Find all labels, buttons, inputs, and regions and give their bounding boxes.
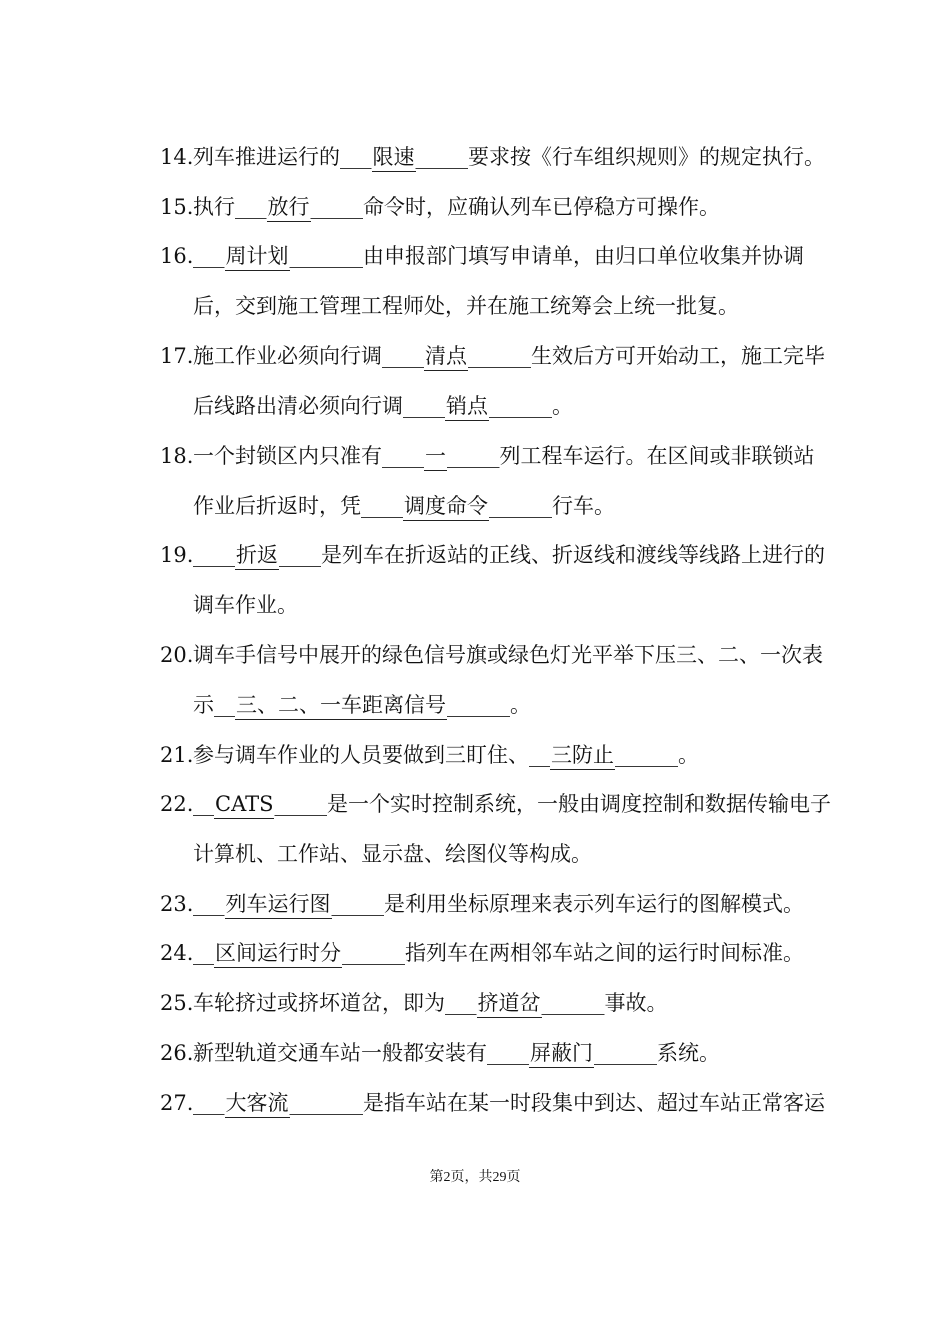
question-number: 26. (160, 1041, 194, 1065)
page-footer: 第2页，共29页 (429, 1170, 521, 1185)
question-text: __ (193, 792, 214, 816)
question-25 (160, 988, 668, 1018)
question-19 (160, 540, 825, 570)
answer-blank: 调度命令 (403, 492, 489, 521)
question-text: _______由申报部门填写申请单，由归口单位收集并协调 (289, 244, 804, 268)
question-24 (160, 938, 804, 968)
question-number: 19. (160, 543, 194, 567)
question-text: 执行___ (193, 195, 267, 219)
question-text: 调车手信号中展开的绿色信号旗或绿色灯光平举下压三、二、一次表 (193, 643, 823, 667)
question-27 (160, 1088, 825, 1118)
answer-blank: 清点 (424, 342, 468, 371)
question-number: 20. (160, 643, 194, 667)
question-text: ______行车。 (489, 494, 615, 518)
question-text: ______生效后方可开始动工，施工完毕 (468, 344, 825, 368)
question-19-continued (193, 590, 298, 620)
answer-blank: CATS (214, 790, 274, 819)
question-text: 调车作业。 (193, 593, 298, 617)
answer-blank: 周计划 (225, 242, 290, 271)
question-text: ______。 (615, 743, 699, 767)
answer-blank: 区间运行时分 (214, 939, 342, 968)
question-16-continued (193, 291, 739, 321)
question-number: 25. (160, 991, 194, 1015)
question-number: 23. (160, 892, 194, 916)
question-text: 示__ (193, 693, 235, 717)
answer-blank: 大客流 (225, 1089, 290, 1118)
answer-blank: 挤道岔 (477, 989, 542, 1018)
question-text: 施工作业必须向行调____ (193, 344, 424, 368)
question-text: 参与调车作业的人员要做到三盯住、__ (193, 743, 550, 767)
question-number: 18. (160, 444, 194, 468)
question-number: 24. (160, 941, 194, 965)
question-text: ______。 (489, 394, 573, 418)
question-22 (160, 789, 831, 819)
question-text: 车轮挤过或挤坏道岔，即为___ (193, 991, 477, 1015)
answer-blank: 列车运行图 (225, 890, 332, 919)
question-22-continued (193, 839, 592, 869)
question-text: ______事故。 (541, 991, 668, 1015)
question-text: _______是指车站在某一时段集中到达、超过车站正常客运 (289, 1091, 825, 1115)
question-number: 17. (160, 344, 194, 368)
question-14 (160, 142, 825, 172)
question-text: _____命令时，应确认列车已停稳方可操作。 (310, 195, 720, 219)
question-21 (160, 740, 699, 770)
answer-blank: 屏蔽门 (529, 1039, 594, 1068)
question-17-continued (193, 391, 573, 421)
question-text: 计算机、工作站、显示盘、绘图仪等构成。 (193, 842, 592, 866)
question-text: _____是一个实时控制系统，一般由调度控制和数据传输电子 (274, 792, 831, 816)
question-15 (160, 192, 720, 222)
answer-blank: 销点 (445, 392, 489, 421)
answer-blank: 放行 (267, 193, 311, 222)
question-text: ______。 (447, 693, 531, 717)
answer-blank: 三防止 (550, 741, 615, 770)
answer-blank: 限速 (372, 143, 416, 172)
question-text: 列车推进运行的___ (193, 145, 372, 169)
question-16 (160, 241, 804, 271)
question-text: ___ (193, 892, 225, 916)
question-number: 15. (160, 195, 194, 219)
question-text: _____要求按《行车组织规则》的规定执行。 (415, 145, 825, 169)
question-text: ____ (193, 543, 235, 567)
question-number: 16. (160, 244, 194, 268)
question-number: 22. (160, 792, 194, 816)
question-26 (160, 1038, 720, 1068)
question-17 (160, 341, 825, 371)
question-20 (160, 640, 823, 670)
question-text: ___ (193, 244, 225, 268)
question-20-continued (193, 690, 531, 720)
question-text: 后，交到施工管理工程师处，并在施工统筹会上统一批复。 (193, 294, 739, 318)
answer-blank: 一 (424, 442, 447, 471)
question-text: _____列工程车运行。在区间或非联锁站 (447, 444, 815, 468)
question-text: 后线路出清必须向行调____ (193, 394, 445, 418)
question-text: ___ (193, 1091, 225, 1115)
question-text: _____是利用坐标原理来表示列车运行的图解模式。 (331, 892, 804, 916)
question-number: 27. (160, 1091, 194, 1115)
question-18-continued (193, 491, 615, 521)
question-18 (160, 441, 815, 471)
question-number: 21. (160, 743, 194, 767)
answer-blank: 折返 (235, 541, 279, 570)
answer-blank: 三、二、一车距离信号 (235, 691, 447, 720)
question-number: 14. (160, 145, 194, 169)
question-text: __ (193, 941, 214, 965)
question-23 (160, 889, 804, 919)
question-text: 一个封锁区内只准有____ (193, 444, 424, 468)
question-text: ______系统。 (594, 1041, 720, 1065)
question-text: ______指列车在两相邻车站之间的运行时间标准。 (342, 941, 804, 965)
question-text: 新型轨道交通车站一般都安装有____ (193, 1041, 529, 1065)
question-text: ____是列车在折返站的正线、折返线和渡线等线路上进行的 (279, 543, 825, 567)
question-text: 作业后折返时，凭____ (193, 494, 403, 518)
